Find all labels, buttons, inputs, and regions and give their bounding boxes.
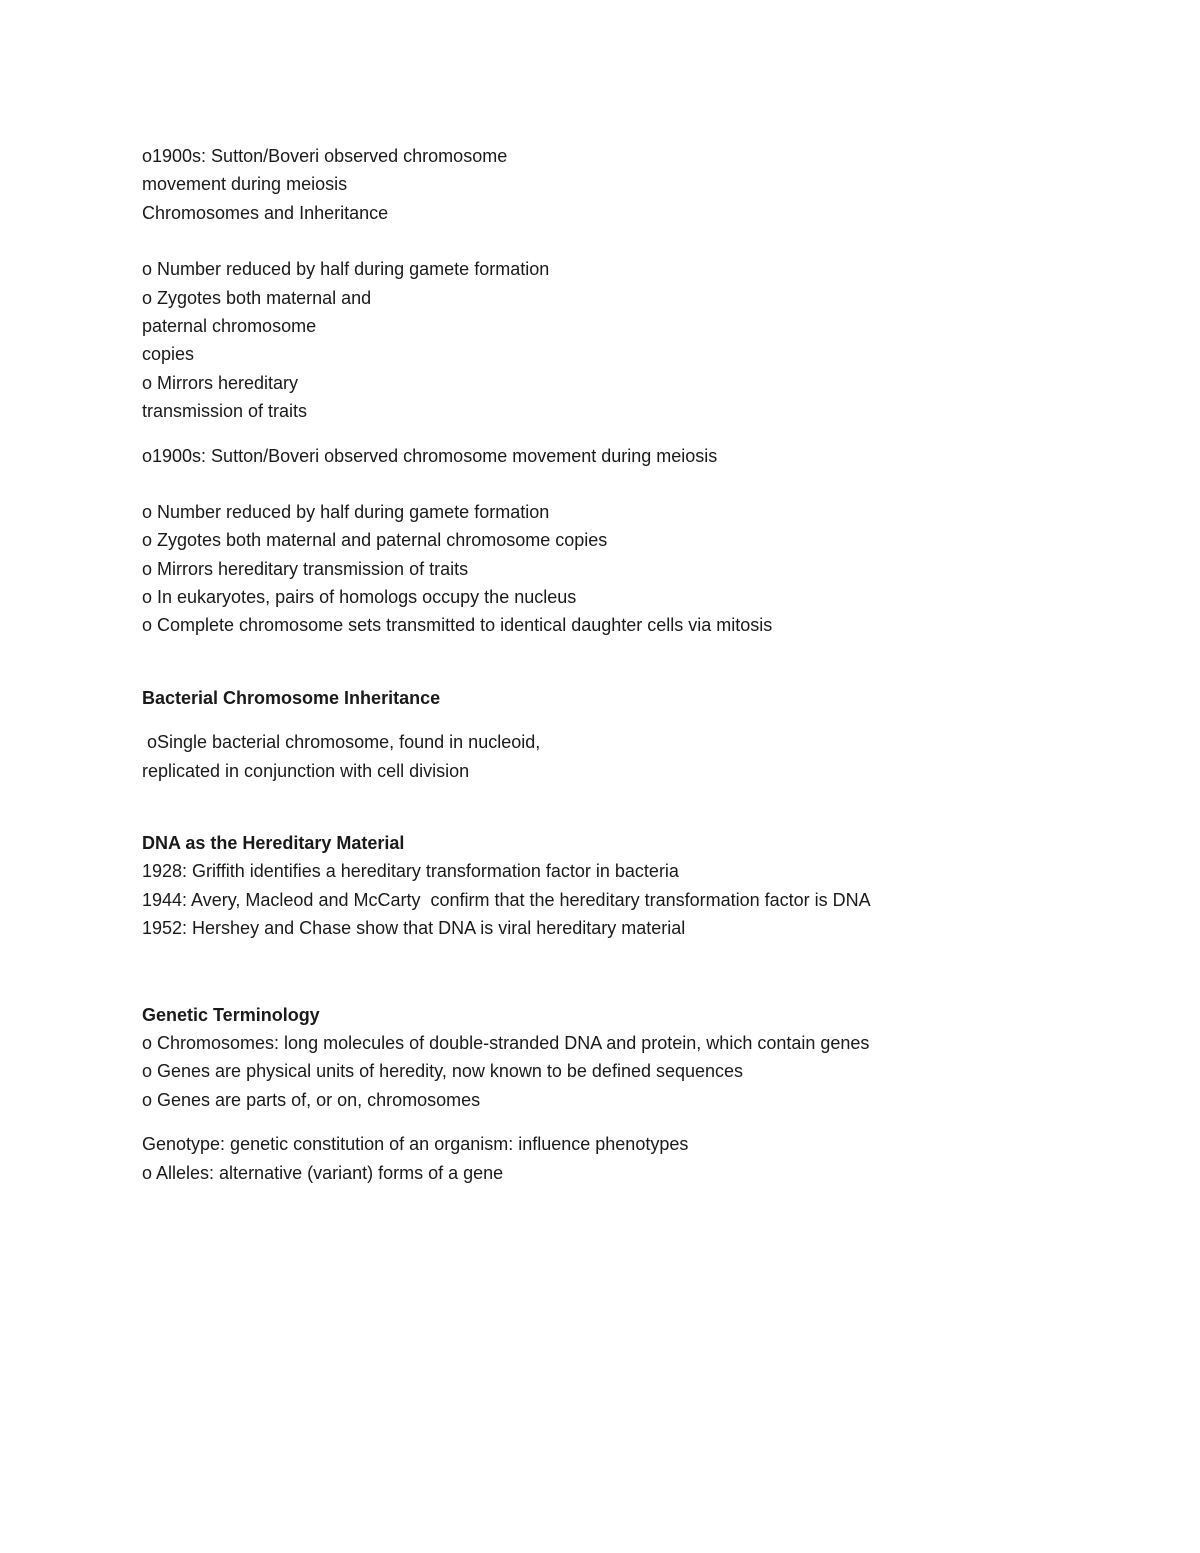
list-item: o Number reduced by half during gamete formation [142,259,550,280]
text-line: 1944: Avery, Macleod and McCarty confirm that the hereditary transformation factor is DNA [142,889,871,910]
list-item: o Mirrors hereditary transmission of traits [142,558,469,579]
list-item: o Chromosomes: long molecules of double-stranded DNA and protein, which contain genes [142,1032,870,1053]
text-line: movement during meiosis [142,174,348,195]
text-line: 1928: Griffith identifies a hereditary transformation factor in bacteria [142,861,679,882]
text-line: oSingle bacterial chromosome, found in nucleoid, [142,732,541,753]
document-body [142,142,1062,1187]
text-line: 1952: Hershey and Chase show that DNA is viral hereditary material [142,918,686,939]
list-item: o In eukaryotes, pairs of homologs occupy the nucleus [142,587,577,608]
text-line: replicated in conjunction with cell division [142,760,470,781]
list-item: paternal chromosome [142,315,317,336]
section-heading: Bacterial Chromosome Inheritance [142,687,441,708]
list-item: o Genes are parts of, or on, chromosomes [142,1089,481,1110]
text-line: o1900s: Sutton/Boveri observed chromosome [142,146,508,166]
terminology-section [142,1001,1062,1115]
chromosome-list-short [142,255,1062,425]
list-item: o Zygotes both maternal and [142,287,372,308]
bacterial-section [142,684,1062,785]
list-item: o Zygotes both maternal and paternal chromosome copies [142,530,608,551]
text-line: o1900s: Sutton/Boveri observed chromosome movement during meiosis [142,445,718,466]
list-item: o Complete chromosome sets transmitted to identical daughter cells via mitosis [142,615,773,636]
list-item: o Alleles: alternative (variant) forms of a gene [142,1162,504,1183]
chromosome-list-full [142,498,1062,640]
dna-section [142,829,1062,943]
meiosis-intro-block [142,142,1062,227]
section-heading: Genetic Terminology [142,1004,320,1025]
genotype-block [142,1130,1062,1187]
list-item: transmission of traits [142,401,308,422]
text-line: Genotype: genetic constitution of an organism: influence phenotypes [142,1134,689,1155]
meiosis-summary-block [142,442,1062,470]
text-line: Chromosomes and Inheritance [142,202,389,223]
section-heading: DNA as the Hereditary Material [142,833,405,854]
list-item: o Number reduced by half during gamete formation [142,501,550,522]
list-item: o Genes are physical units of heredity, now known to be defined sequences [142,1061,744,1082]
list-item: o Mirrors hereditary [142,372,299,393]
list-item: copies [142,344,195,365]
